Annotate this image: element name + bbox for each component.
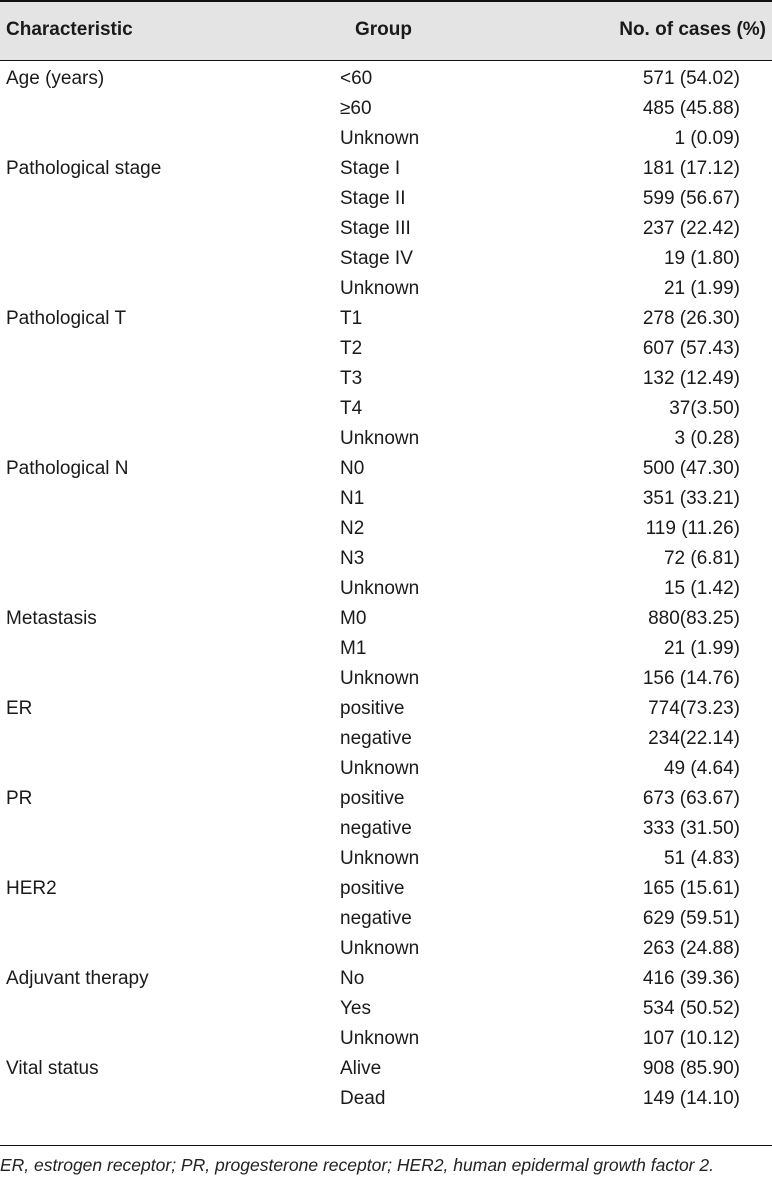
cell-cases: 49 (4.64) — [663, 758, 740, 779]
cell-cases: 333 (31.50) — [642, 818, 740, 839]
cell-cases: 234(22.14) — [648, 728, 740, 749]
cell-cases: 181 (17.12) — [642, 158, 740, 179]
cell-group: Unknown — [340, 428, 420, 449]
cell-group: N1 — [340, 488, 365, 509]
cell-group: negative — [340, 908, 412, 929]
cell-cases: 500 (47.30) — [642, 458, 740, 479]
table-footnote: ER, estrogen receptor; PR, progesterone receptor; HER2, human epidermal growth factor 2. — [0, 1155, 714, 1175]
cell-cases: 1 (0.09) — [674, 128, 740, 149]
cell-cases: 132 (12.49) — [642, 368, 740, 389]
cell-cases: 880(83.25) — [648, 608, 740, 629]
cell-group: negative — [340, 728, 412, 749]
table-row — [0, 634, 772, 664]
cell-group: N3 — [340, 548, 365, 569]
cell-group: <60 — [340, 68, 373, 89]
table-row — [0, 484, 772, 514]
table-row — [0, 1054, 772, 1084]
cell-cases: 165 (15.61) — [642, 878, 740, 899]
cell-group: T4 — [340, 398, 363, 419]
table-row — [0, 664, 772, 694]
cell-group: N0 — [340, 458, 365, 479]
cell-cases: 673 (63.67) — [642, 788, 740, 809]
cell-cases: 3 (0.28) — [674, 428, 740, 449]
table-row — [0, 604, 772, 634]
cell-cases: 571 (54.02) — [642, 68, 740, 89]
cell-characteristic: HER2 — [6, 878, 57, 899]
cell-group: positive — [340, 698, 405, 719]
cell-cases: 107 (10.12) — [642, 1028, 740, 1049]
table-row — [0, 424, 772, 454]
cell-group: Stage I — [340, 158, 401, 179]
cell-characteristic: Pathological N — [6, 458, 129, 479]
cell-group: Unknown — [340, 938, 420, 959]
table-body — [0, 64, 772, 1114]
table-row — [0, 964, 772, 994]
table-row — [0, 184, 772, 214]
cell-cases: 19 (1.80) — [663, 248, 740, 269]
cell-cases: 908 (85.90) — [642, 1058, 740, 1079]
table-row — [0, 94, 772, 124]
table-bottom-rule — [0, 1145, 772, 1146]
cell-cases: 21 (1.99) — [663, 638, 740, 659]
table-row — [0, 454, 772, 484]
cell-cases: 237 (22.42) — [642, 218, 740, 239]
cell-group: No — [340, 968, 365, 989]
table-row — [0, 334, 772, 364]
table-row — [0, 154, 772, 184]
table-row — [0, 544, 772, 574]
cell-characteristic: Pathological stage — [6, 158, 162, 179]
cell-group: Unknown — [340, 758, 420, 779]
cell-cases: 485 (45.88) — [642, 98, 740, 119]
table-row — [0, 1024, 772, 1054]
cell-cases: 416 (39.36) — [642, 968, 740, 989]
cell-cases: 119 (11.26) — [645, 518, 740, 539]
cell-group: negative — [340, 818, 412, 839]
cell-group: Unknown — [340, 578, 420, 599]
cell-group: Alive — [340, 1058, 382, 1079]
table-row — [0, 394, 772, 424]
cell-characteristic: PR — [6, 788, 33, 809]
table-row — [0, 724, 772, 754]
table-row — [0, 694, 772, 724]
table-row — [0, 574, 772, 604]
cell-group: T2 — [340, 338, 363, 359]
cell-group: T3 — [340, 368, 363, 389]
header-characteristic: Characteristic — [6, 19, 133, 40]
table-row — [0, 364, 772, 394]
cell-group: N2 — [340, 518, 365, 539]
table-row — [0, 64, 772, 94]
table-row — [0, 754, 772, 784]
table-row — [0, 214, 772, 244]
cell-group: Stage II — [340, 188, 406, 209]
header-cases: No. of cases (%) — [619, 19, 766, 40]
table-row — [0, 814, 772, 844]
cell-group: Unknown — [340, 848, 420, 869]
cell-group: positive — [340, 788, 405, 809]
cell-group: Unknown — [340, 1028, 420, 1049]
cell-cases: 51 (4.83) — [663, 848, 740, 869]
cell-group: M0 — [340, 608, 367, 629]
cell-group: ≥60 — [340, 98, 372, 119]
cell-cases: 607 (57.43) — [642, 338, 740, 359]
cell-group: M1 — [340, 638, 367, 659]
cell-group: Unknown — [340, 668, 420, 689]
cell-characteristic: Age (years) — [6, 68, 105, 89]
table-row — [0, 874, 772, 904]
cell-group: Stage IV — [340, 248, 413, 269]
cell-group: Stage III — [340, 218, 411, 239]
cell-characteristic: Adjuvant therapy — [6, 968, 149, 989]
cell-cases: 629 (59.51) — [642, 908, 740, 929]
cell-cases: 149 (14.10) — [642, 1088, 740, 1109]
cell-cases: 263 (24.88) — [642, 938, 740, 959]
table-row — [0, 124, 772, 154]
cell-group: T1 — [340, 308, 363, 329]
cell-group: positive — [340, 878, 405, 899]
table-row — [0, 934, 772, 964]
table-row — [0, 1084, 772, 1114]
table-row — [0, 274, 772, 304]
cell-cases: 37(3.50) — [669, 398, 740, 419]
table-row — [0, 244, 772, 274]
table-row — [0, 904, 772, 934]
cell-characteristic: ER — [6, 698, 33, 719]
cell-characteristic: Vital status — [6, 1058, 99, 1079]
cell-cases: 21 (1.99) — [663, 278, 740, 299]
cell-cases: 156 (14.76) — [642, 668, 740, 689]
cell-characteristic: Pathological T — [6, 308, 127, 329]
cell-cases: 15 (1.42) — [663, 578, 740, 599]
table-row — [0, 784, 772, 814]
cell-characteristic: Metastasis — [6, 608, 97, 629]
table-row — [0, 304, 772, 334]
table-row — [0, 514, 772, 544]
cell-cases: 774(73.23) — [648, 698, 740, 719]
header-group: Group — [355, 19, 412, 40]
table-row — [0, 994, 772, 1024]
cell-cases: 278 (26.30) — [642, 308, 740, 329]
cell-group: Yes — [340, 998, 371, 1019]
cell-cases: 351 (33.21) — [642, 488, 740, 509]
table-row — [0, 844, 772, 874]
cell-group: Unknown — [340, 278, 420, 299]
cell-cases: 534 (50.52) — [642, 998, 740, 1019]
cell-group: Dead — [340, 1088, 386, 1109]
cell-cases: 72 (6.81) — [663, 548, 740, 569]
cell-group: Unknown — [340, 128, 420, 149]
table-header — [0, 0, 772, 61]
cell-cases: 599 (56.67) — [642, 188, 740, 209]
